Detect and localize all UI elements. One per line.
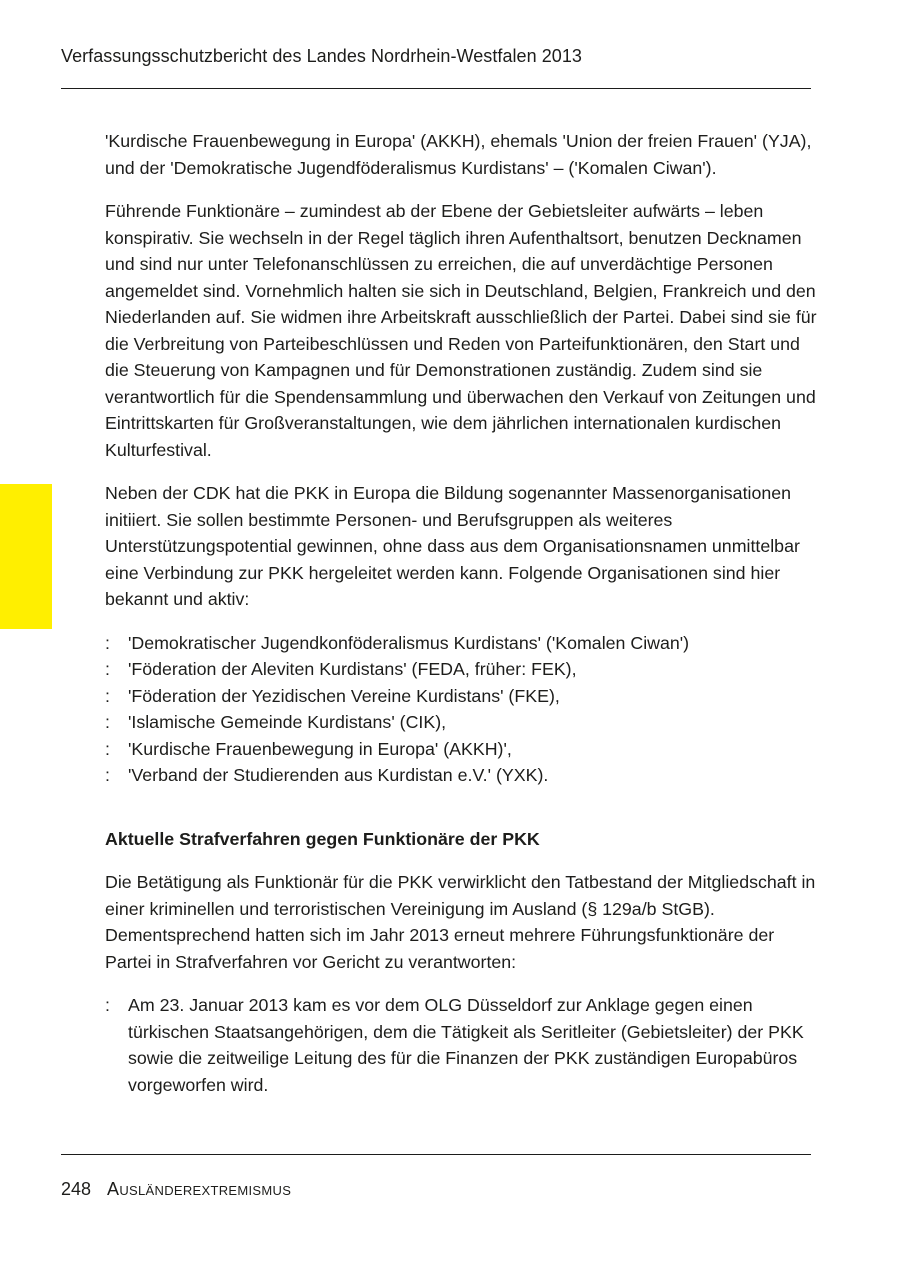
list-item [105,709,817,736]
list-item [105,762,817,789]
bullet-mark: : [105,685,110,706]
paragraph-organizations-continued: 'Kurdische Frauenbewegung in Europa' (AKKH), ehemals 'Union der freien Frauen' (YJA), und der 'Demokratische Jugendföderalismus Kurdistans' – ('Komalen Ciwan'). [105,131,812,178]
list-item [105,630,817,657]
paragraph-mass-organizations: Neben der CDK hat die PKK in Europa die Bildung sogenannter Massenorganisationen initiiert. Sie sollen bestimmte Personen- und Berufsgruppen als weiteres Unterstützungspotential gewinnen, ohne dass aus dem Organisationsnamen unmittelbar eine Verbindung zur PKK hergeleitet werden kann. Folgende Organisationen sind hier bekannt und aktiv: [105,483,800,609]
list-item-text: 'Föderation der Aleviten Kurdistans' (FEDA, früher: FEK), [128,659,577,679]
paragraph-criminal-proceedings: Die Betätigung als Funktionär für die PKK verwirklicht den Tatbestand der Mitgliedschaft in einer kriminellen und terroristischen Vereinigung im Ausland (§ 129a/b StGB). Dementsprechend hatten sich im Jahr 2013 erneut mehrere Führungsfunktionäre der Partei in Strafverfahren vor Gericht zu verantworten: [105,872,816,972]
list-item-text: 'Demokratischer Jugendkonföderalismus Kurdistans' ('Komalen Ciwan') [128,632,690,653]
footer-divider [61,1154,811,1155]
list-item [105,992,817,1098]
paragraph-functionaries: Führende Funktionäre – zumindest ab der Ebene der Gebietsleiter aufwärts – leben konspirativ. Sie wechseln in der Regel täglich ihren Aufenthaltsort, benutzen Decknamen und sind nur unter Telefonanschlüssen zu erreichen, die auf unverdächtige Personen angemeldet sind. Vornehmlich halten sie sich in Deutschland, Belgien, Frankreich und den Niederlanden auf. Sie widmen ihre Arbeitskraft ausschließlich der Partei. Dabei sind sie für die Verbreitung von Parteibeschlüssen und Reden von Parteifunktionären, den Start und die Steuerung von Kampagnen und für Demonstrationen zuständig. Zudem sind sie verantwortlich für die Spendensammlung und überwachen den Verkauf von Zeitungen und Eintrittskarten für Großveranstaltungen, wie dem jährlichen internationalen kurdischen Kulturfestival. [105,201,817,460]
list-item-text: 'Islamische Gemeinde Kurdistans' (CIK), [128,712,447,732]
list-item [105,683,817,710]
bullet-mark: : [105,765,110,785]
list-item-text: 'Kurdische Frauenbewegung in Europa' (AKKH)', [128,738,512,759]
case-list [105,992,817,1098]
list-item-text: 'Verband der Studierenden aus Kurdistan e.V.' (YXK). [128,765,549,785]
bullet-mark: : [105,995,110,1015]
organization-list [105,630,817,789]
list-item-text: Am 23. Januar 2013 kam es vor dem OLG Düsseldorf zur Anklage gegen einen türkischen Staatsangehörigen, dem die Tätigkeit als Seritleiter (Gebietsleiter) der PKK sowie die zeitweilige Leitung des für die Finanzen der PKK zuständigen Europabüros vorgeworfen wird. [128,995,804,1095]
list-item [105,736,817,763]
page-body [105,128,817,1098]
list-item-text: 'Föderation der Yezidischen Vereine Kurdistans' (FKE), [128,685,560,706]
bullet-mark: : [105,632,110,653]
bullet-mark: : [105,712,110,732]
chapter-title: Ausländerextremismus [107,1179,292,1199]
chapter-tab-marker [0,484,52,629]
page-number: 248 [61,1179,92,1199]
page-footer [61,1179,291,1200]
list-item [105,656,817,683]
section-heading: Aktuelle Strafverfahren gegen Funktionäre der PKK [105,828,540,849]
bullet-mark: : [105,659,110,679]
running-header-title: Verfassungsschutzbericht des Landes Nordrhein-Westfalen 2013 [61,46,582,66]
bullet-mark: : [105,738,110,759]
header-divider [61,88,811,89]
